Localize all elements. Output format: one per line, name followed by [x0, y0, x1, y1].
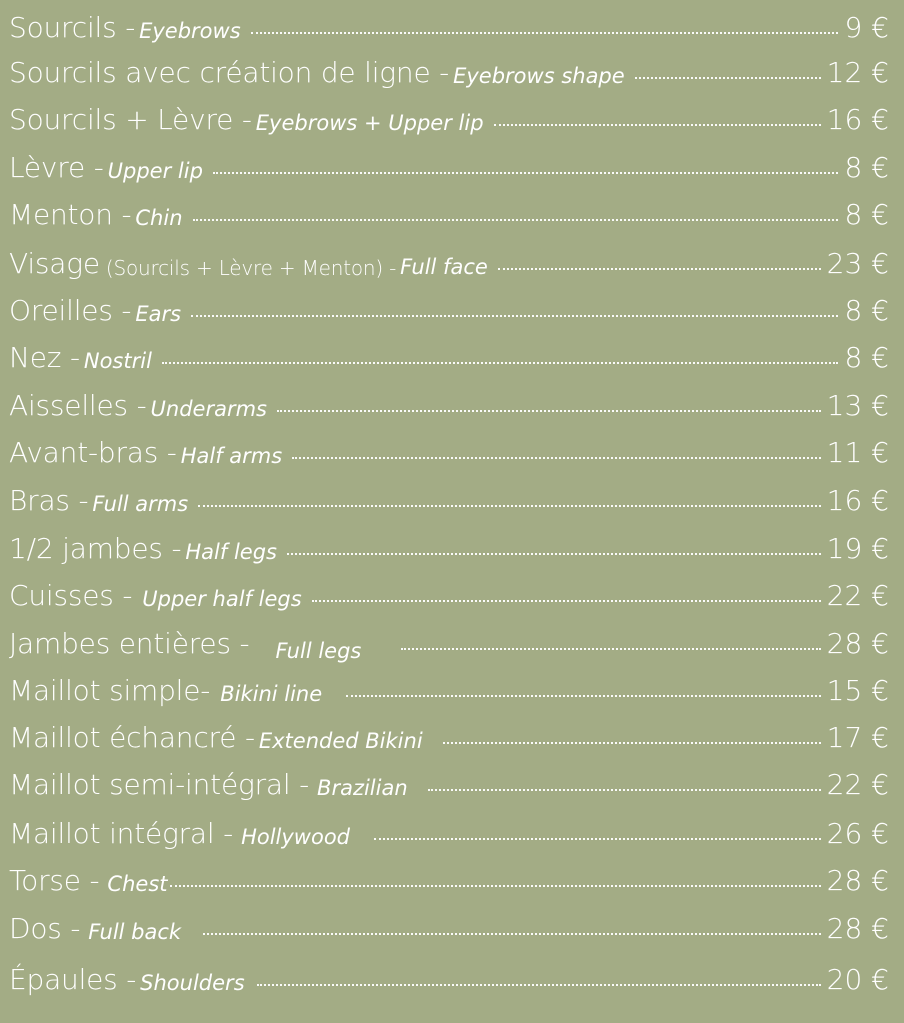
- price-row: [9, 473, 889, 515]
- item-name-en: Ears: [135, 302, 182, 326]
- price-row: [9, 901, 889, 943]
- item-name-en: Eyebrows + Upper lip: [255, 111, 484, 135]
- item-price: 8 €: [844, 198, 889, 231]
- item-name-fr: 1/2 jambes -: [9, 532, 182, 565]
- item-price: 16 €: [826, 103, 889, 136]
- item-name-en: Bikini line: [220, 682, 323, 706]
- item-name-fr: Dos -: [9, 912, 81, 945]
- item-name-fr: Menton -: [9, 198, 132, 231]
- price-row: [9, 0, 889, 42]
- item-price: 23 €: [826, 247, 889, 280]
- item-price: 16 €: [826, 484, 889, 517]
- item-price: 11 €: [826, 436, 889, 469]
- dot-leader: [203, 933, 821, 935]
- price-row: [9, 757, 889, 799]
- item-price: 28 €: [826, 864, 889, 897]
- price-row: [9, 236, 889, 278]
- dot-leader: [498, 268, 821, 270]
- item-name-en: Chin: [135, 206, 183, 230]
- item-price: 15 €: [826, 674, 889, 707]
- item-name-fr: Nez -: [9, 341, 80, 374]
- dot-leader: [277, 410, 821, 412]
- item-price: 28 €: [826, 627, 889, 660]
- item-price: 22 €: [826, 768, 889, 801]
- item-name-fr: Jambes entières -: [9, 627, 250, 660]
- item-name-en: Full legs: [275, 639, 362, 663]
- item-price: 8 €: [844, 294, 889, 327]
- price-row: [9, 187, 889, 229]
- dot-leader: [257, 984, 821, 986]
- item-name-fr: Visage: [9, 247, 100, 280]
- item-name-fr: Sourcils -: [9, 11, 136, 44]
- item-name-fr: Maillot simple-: [9, 674, 211, 707]
- item-name-fr: Avant-bras -: [9, 436, 177, 469]
- item-price: 28 €: [826, 912, 889, 945]
- item-name-en: Full face: [400, 255, 488, 279]
- item-name-en: Half arms: [180, 444, 283, 468]
- dot-leader: [494, 124, 821, 126]
- dot-leader: [193, 219, 839, 221]
- price-row: [9, 568, 889, 610]
- item-name-en: Eyebrows: [139, 19, 241, 43]
- item-price: 9 €: [844, 11, 889, 44]
- item-name-en: Half legs: [185, 540, 277, 564]
- item-price: 22 €: [826, 579, 889, 612]
- item-name-en: Full arms: [92, 492, 189, 516]
- item-price: 8 €: [844, 151, 889, 184]
- price-row: [9, 45, 889, 87]
- item-name-en: Full back: [88, 920, 182, 944]
- item-name-en: Underarms: [150, 397, 267, 421]
- dot-leader: [443, 742, 821, 744]
- item-price: 8 €: [844, 341, 889, 374]
- item-price: 12 €: [826, 56, 889, 89]
- price-row: [9, 330, 889, 372]
- price-row: [9, 853, 889, 895]
- item-price: 26 €: [826, 817, 889, 850]
- price-row: [9, 92, 889, 134]
- price-row: [9, 425, 889, 467]
- dot-leader: [191, 315, 838, 317]
- dot-leader: [162, 362, 839, 364]
- item-name-fr: Torse -: [9, 864, 100, 897]
- item-name-fr: Cuisses -: [9, 579, 133, 612]
- item-name-fr: Bras -: [9, 484, 89, 517]
- dot-leader: [346, 695, 820, 697]
- dot-leader: [292, 457, 820, 459]
- item-name-fr: Maillot semi-intégral -: [9, 768, 310, 801]
- item-name-en: Eyebrows shape: [453, 64, 625, 88]
- price-row: [9, 140, 889, 182]
- item-name-fr: Épaules -: [9, 963, 137, 996]
- item-name-fr: Maillot intégral -: [9, 817, 234, 850]
- item-detail-fr: (Sourcils + Lèvre + Menton) -: [105, 256, 397, 280]
- price-row: [9, 952, 889, 994]
- price-row: [9, 710, 889, 752]
- item-name-fr: Aisselles -: [9, 389, 147, 422]
- dot-leader: [635, 77, 821, 79]
- price-row: [9, 521, 889, 563]
- item-name-en: Upper half legs: [142, 587, 302, 611]
- dot-leader: [374, 838, 821, 840]
- item-name-fr: Sourcils avec création de ligne -: [9, 56, 450, 89]
- dot-leader: [428, 789, 821, 791]
- item-name-fr: Oreilles -: [9, 294, 132, 327]
- item-price: 19 €: [826, 532, 889, 565]
- item-name-en: Hollywood: [241, 825, 350, 849]
- price-row: [9, 616, 889, 663]
- price-row: [9, 806, 889, 848]
- dot-leader: [198, 505, 820, 507]
- item-name-en: Brazilian: [317, 776, 408, 800]
- dot-leader: [251, 32, 839, 34]
- dot-leader: [312, 600, 821, 602]
- item-price: 13 €: [826, 389, 889, 422]
- item-name-fr: Lèvre -: [9, 151, 104, 184]
- dot-leader: [401, 648, 820, 650]
- price-row: [9, 378, 889, 420]
- dot-leader: [170, 885, 821, 887]
- item-name-en: Chest: [107, 872, 168, 896]
- item-price: 17 €: [826, 721, 889, 754]
- dot-leader: [213, 172, 839, 174]
- item-name-en: Upper lip: [107, 159, 203, 183]
- item-name-fr: Sourcils + Lèvre -: [9, 103, 252, 136]
- dot-leader: [287, 553, 821, 555]
- price-row: [9, 283, 889, 325]
- item-name-en: Extended Bikini: [258, 729, 423, 753]
- item-name-en: Nostril: [83, 349, 152, 373]
- item-name-en: Shoulders: [140, 971, 245, 995]
- item-price: 20 €: [826, 963, 889, 996]
- item-name-fr: Maillot échancré -: [9, 721, 255, 754]
- price-row: [9, 663, 889, 705]
